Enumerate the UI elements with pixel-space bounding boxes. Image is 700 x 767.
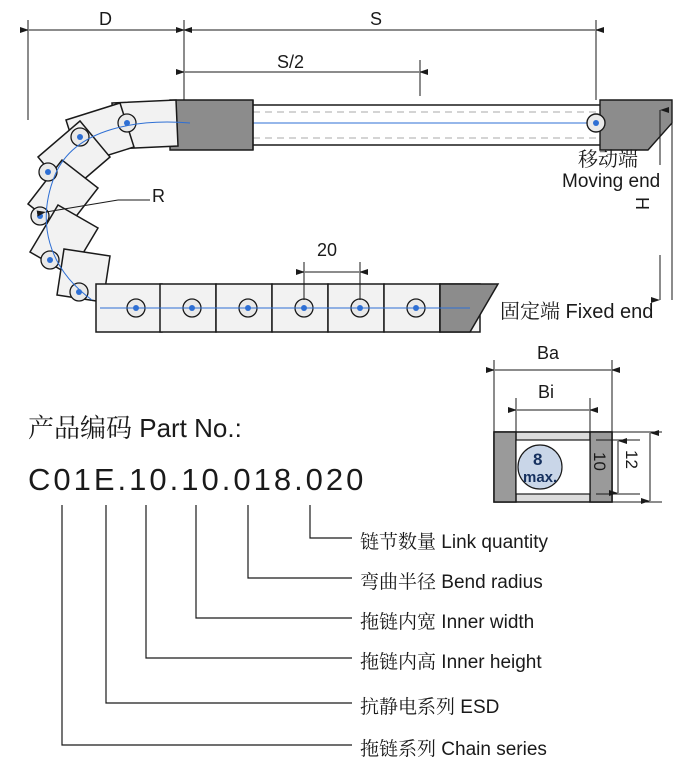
legend-chain-series-cn: 拖链系列 xyxy=(360,739,437,760)
part-no-heading: 产品编码 Part No.: xyxy=(28,413,242,443)
part-no-code: C01E.10.10.018.020 xyxy=(28,462,367,497)
cross-section xyxy=(494,360,662,502)
legend-bend-radius-en: Bend radius xyxy=(441,572,543,593)
dim-s-label: S xyxy=(370,9,383,29)
fixed-end-label: 固定端 Fixed end xyxy=(500,301,654,323)
lower-strand xyxy=(96,284,498,332)
legend-inner-height-cn: 拖链内高 xyxy=(360,652,437,673)
legend-inner-width xyxy=(360,607,534,634)
legend-bend-radius-cn: 弯曲半径 xyxy=(360,572,437,593)
legend-bend-radius xyxy=(360,567,543,594)
dim-d-label: D xyxy=(99,9,112,29)
dim-h-label: H xyxy=(632,197,652,210)
legend-chain-series xyxy=(360,734,547,761)
partno-leaders xyxy=(62,505,352,745)
dim-inner-height-label: 10 xyxy=(590,452,609,471)
legend-inner-width-cn: 拖链内宽 xyxy=(360,612,437,633)
legend-inner-width-en: Inner width xyxy=(441,612,535,633)
legend-link-quantity-en: Link quantity xyxy=(441,532,548,553)
legend-link-quantity xyxy=(360,527,548,554)
moving-end-label-cn: 移动端 xyxy=(578,149,638,171)
legend-link-quantity-cn: 链节数量 xyxy=(360,532,437,553)
bore-max-label: max. xyxy=(523,469,558,486)
bore-diameter-label: 8 xyxy=(533,450,543,469)
dim-ba-label: Ba xyxy=(537,343,560,363)
moving-end-label-en: Moving end xyxy=(562,171,661,192)
legend-chain-series-en: Chain series xyxy=(441,739,547,760)
dim-bi-label: Bi xyxy=(538,382,555,402)
dim-outer-height-label: 12 xyxy=(622,450,641,469)
legend-esd-cn: 抗静电系列 xyxy=(360,697,456,718)
dim-pitch-label: 20 xyxy=(317,240,338,260)
legend-esd xyxy=(360,692,499,719)
dim-s-half-label: S/2 xyxy=(277,52,305,72)
legend-esd-en: ESD xyxy=(460,697,500,718)
dim-r-label: R xyxy=(152,186,165,206)
legend-inner-height-en: Inner height xyxy=(441,652,542,673)
legend-inner-height xyxy=(360,647,542,674)
